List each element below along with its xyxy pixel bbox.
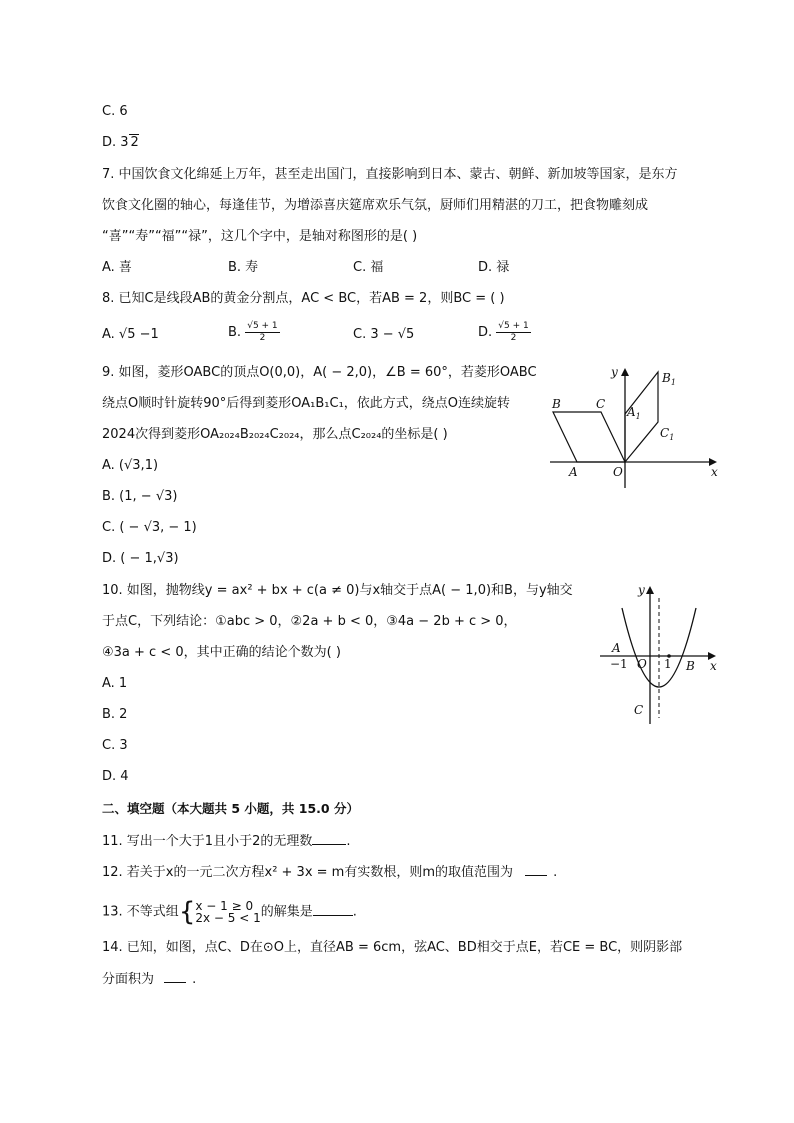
q7-line-3: “喜”“寿”“福”“禄”，这几个字中，是轴对称图形的是( ) (102, 229, 418, 244)
q11-answer-blank[interactable] (312, 832, 346, 845)
point-a-label: A (569, 465, 578, 479)
q7-line-2: 饮食文化圈的轴心，每逢佳节，为增添喜庆筵席欢乐气氛，厨师们用精湛的刀工，把食物雕刻成 (102, 198, 649, 213)
q10-option-d: D. 4 (102, 769, 129, 784)
q8-option-b-prefix: B. (228, 325, 242, 340)
q7-option-b: B. 寿 (228, 260, 259, 275)
q11: 11. 写出一个大于1且小于2的无理数 . (102, 834, 351, 849)
neg-one-label: −1 (610, 657, 628, 671)
sqrt-radicand: 2 (130, 135, 139, 150)
x-axis-label: x (711, 465, 718, 479)
q8-option-c: C. 3 − √5 (353, 327, 415, 342)
origin-label: O (637, 657, 647, 671)
point-a-label: A (612, 641, 621, 655)
q6-option-c: C. 6 (102, 104, 128, 119)
q9-option-c: C. ( − √3, − 1) (102, 520, 197, 535)
q6-option-d (102, 134, 139, 152)
fraction-numerator: √5 + 1 (247, 321, 278, 331)
y-axis-arrow (621, 368, 629, 376)
q9-line-3: 2024次得到菱形OA₂₀₂₄B₂₀₂₄C₂₀₂₄，那么点C₂₀₂₄的坐标是( ) (102, 427, 448, 442)
q6-option-d-prefix: D. 3 (102, 135, 129, 150)
point-c-label: C (596, 397, 606, 411)
q14-line-1: 14. 已知，如图，点C、D在⊙O上，直径AB = 6cm，弦AC、BD相交于点E，若CE = BC，则阴影部 (102, 940, 683, 955)
q9-option-a: A. (√3,1) (102, 458, 159, 473)
q10-line-3: ④3a + c < 0，其中正确的结论个数为( ) (102, 645, 341, 660)
q9-option-b: B. (1, − √3) (102, 489, 178, 504)
fraction (496, 321, 530, 344)
point-c1-label: $C_1$ (660, 426, 675, 442)
fraction-numerator: √5 + 1 (498, 321, 529, 331)
point-b1-label: $B_1$ (662, 371, 676, 387)
x-axis-label: x (710, 659, 717, 673)
q7-option-d: D. 禄 (478, 260, 510, 275)
q9-line-1: 9. 如图，菱形OABC的顶点O(0,0)，A( − 2,0)，∠B = 60°，若菱形OABC (102, 365, 537, 380)
fraction-denominator: 2 (510, 333, 517, 343)
q13-text: 13. 不等式组 (102, 904, 179, 920)
q7-line-1: 7. 中国饮食文化绵延上万年，甚至走出国门，直接影响到日本、蒙古、朝鲜、新加坡等国家，是东方 (102, 167, 678, 182)
q10-option-b: B. 2 (102, 707, 128, 722)
section-2-heading: 二、填空题（本大题共 5 小题，共 15.0 分） (102, 801, 359, 816)
one-label: 1 (664, 657, 672, 671)
point-c-label: C (634, 703, 644, 717)
q8-option-d (478, 321, 531, 344)
fraction-denominator: 2 (259, 333, 266, 343)
inequality-system (195, 900, 260, 924)
y-axis-label: y (611, 365, 618, 379)
q14-line-2-text: 分面积为 (102, 972, 155, 987)
y-axis-label: y (638, 583, 645, 597)
q12-text: 12. 若关于x的一元二次方程x² + 3x = m有实数根，则m的取值范围为 (102, 865, 514, 880)
q10-option-a: A. 1 (102, 676, 128, 691)
q9-option-d: D. ( − 1,√3) (102, 551, 179, 566)
q13: 13. 不等式组{ x − 1 ≥ 0 2x − 5 < 1 的解集是 . (102, 897, 357, 927)
q10-option-c: C. 3 (102, 738, 128, 753)
q8-option-b (228, 321, 280, 344)
rhombus-rotation-figure (545, 360, 730, 495)
point-b-label: B (552, 397, 561, 411)
q12: 12. 若关于x的一元二次方程x² + 3x = m有实数根，则m的取值范围为 . (102, 865, 558, 880)
parabola-figure (598, 578, 726, 728)
brace: { (178, 897, 196, 927)
inequality-row-2: 2x − 5 < 1 (195, 911, 261, 925)
q13-answer-blank[interactable] (313, 903, 353, 916)
rhombus-oabc (553, 412, 625, 462)
q7-option-c: C. 福 (353, 260, 384, 275)
q9-line-2: 绕点O顺时针旋转90°后得到菱形OA₁B₁C₁，依此方式，绕点O连续旋转 (102, 396, 511, 411)
q11-text: 11. 写出一个大于1且小于2的无理数 (102, 834, 313, 849)
q8-option-d-prefix: D. (478, 325, 493, 340)
q14-line-2: 分面积为 . (102, 972, 197, 987)
q13-after-text: 的解集是 (260, 904, 313, 920)
q8-option-a: A. √5 −1 (102, 327, 159, 342)
q7-option-a: A. 喜 (102, 260, 132, 275)
q12-answer-blank[interactable] (525, 863, 547, 876)
fraction (245, 321, 279, 344)
q10-line-1: 10. 如图，抛物线y = ax² + bx + c(a ≠ 0)与x轴交于点A( − 1,0)和B，与y轴交 (102, 583, 573, 598)
point-a1-label: $A_1$ (627, 405, 641, 421)
inequality-row-1: x − 1 ≥ 0 (195, 899, 254, 913)
point-b-label: B (686, 659, 695, 673)
point-o-label: O (613, 465, 623, 479)
y-axis-arrow (646, 586, 654, 594)
q14-answer-blank[interactable] (164, 970, 186, 983)
q8-line-1: 8. 已知C是线段AB的黄金分割点，AC < BC，若AB = 2，则BC = ( ) (102, 291, 505, 306)
q10-line-2: 于点C，下列结论：①abc > 0，②2a + b < 0，③4a − 2b + c > 0， (102, 614, 517, 629)
